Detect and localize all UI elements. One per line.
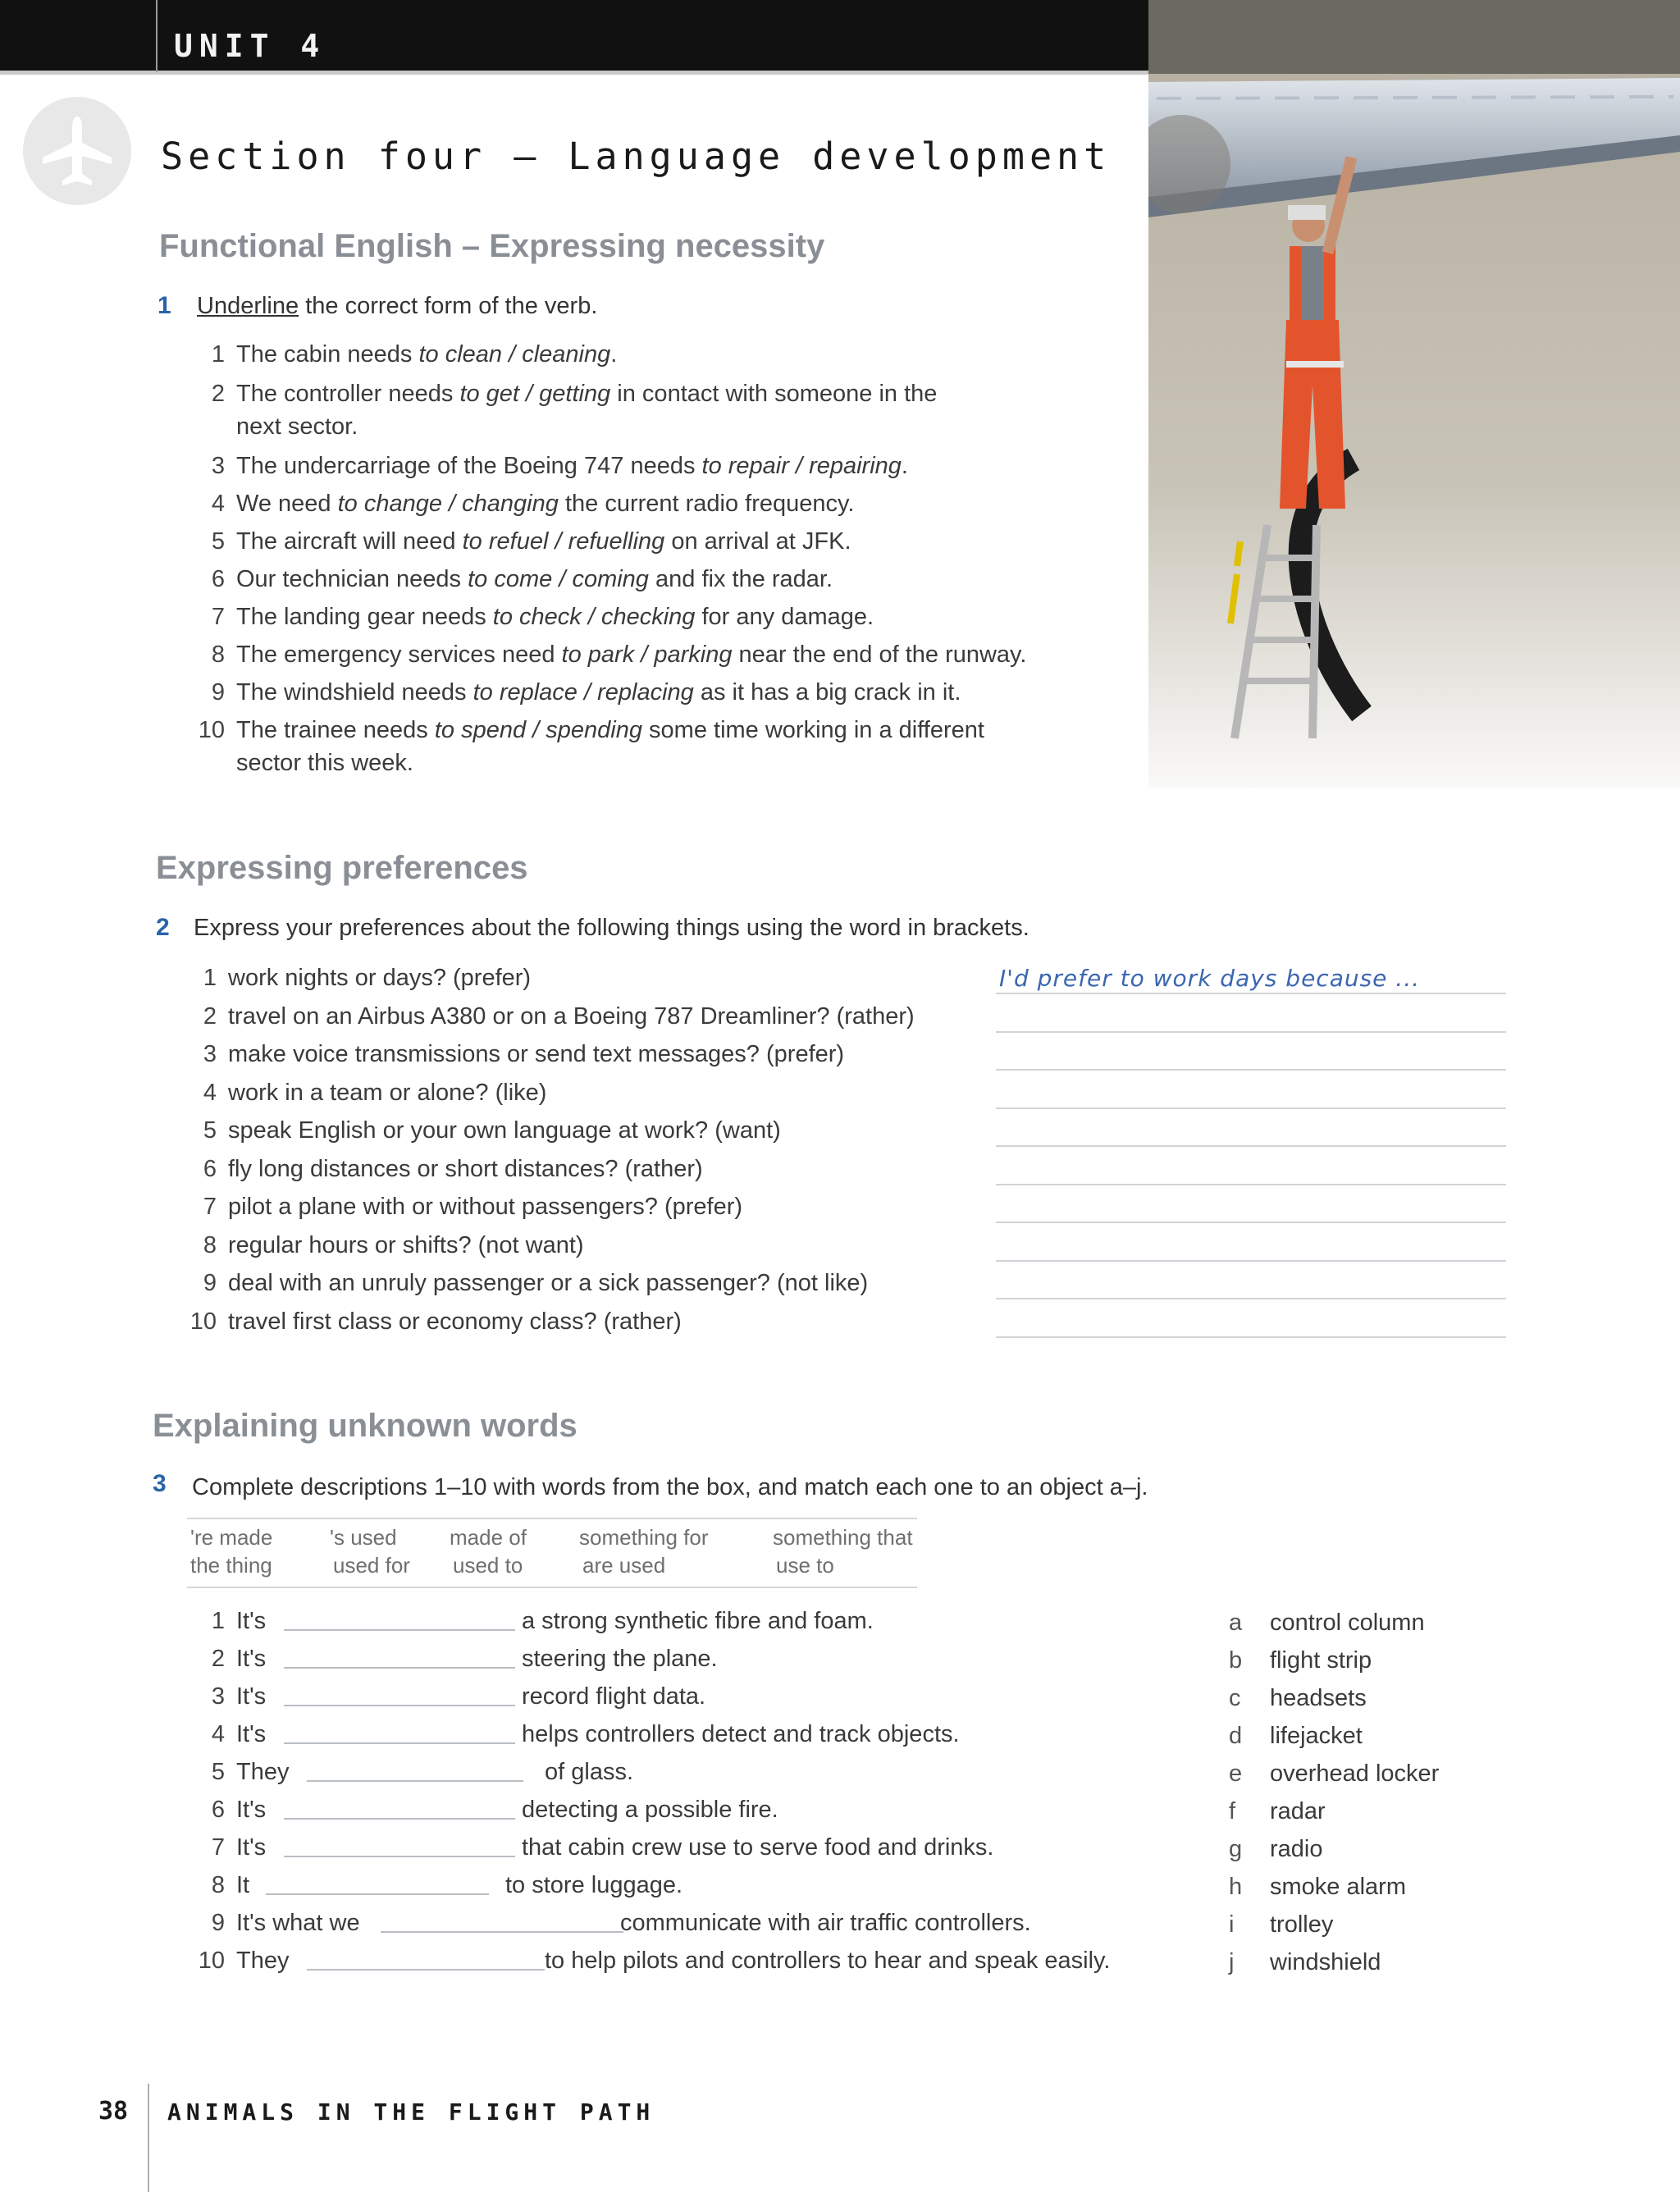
footer-title: ANIMALS IN THE FLIGHT PATH (167, 2098, 655, 2126)
exercise-1-instruction: Underline the correct form of the verb. (197, 293, 598, 319)
exercise-3-item (194, 1642, 1178, 1675)
item-number: 4 (211, 1721, 225, 1747)
object-option (1229, 1760, 1439, 1788)
item-number: 5 (211, 1759, 225, 1785)
fill-in-blank[interactable] (381, 1931, 623, 1933)
item-number: 5 (203, 1117, 217, 1144)
exercise-3-item (194, 1831, 1178, 1864)
item-text: It's (236, 1721, 267, 1747)
item-text: The cabin needs (236, 341, 419, 368)
word-box-entry: something for (579, 1525, 709, 1550)
exercise-3-item (194, 1907, 1178, 1939)
verb-options[interactable]: to spend / spending (434, 717, 642, 743)
answer-line[interactable] (996, 1260, 1506, 1262)
item-text-end: detecting a possible fire. (522, 1797, 778, 1823)
verb-options[interactable]: to come / coming (468, 566, 649, 592)
item-number: 1 (203, 965, 217, 991)
exercise-1-item (194, 487, 854, 520)
item-number: 3 (203, 1041, 217, 1067)
exercise-number-3: 3 (153, 1470, 167, 1497)
exercise-2-item (185, 1000, 915, 1033)
fill-in-blank[interactable] (266, 1893, 489, 1895)
item-number: 1 (211, 1608, 225, 1634)
item-number: 10 (198, 1948, 225, 1974)
object-letter: g (1229, 1836, 1243, 1862)
object-letter: f (1229, 1798, 1236, 1824)
item-number: 7 (203, 1194, 217, 1220)
verb-options[interactable]: to park / parking (561, 642, 733, 668)
exercise-number-1: 1 (158, 292, 171, 319)
exercise-1-item (194, 601, 874, 633)
item-text: The landing gear needs (236, 604, 493, 630)
fill-in-blank[interactable] (284, 1705, 515, 1706)
item-text: pilot a plane with or without passengers? (prefer) (228, 1194, 743, 1220)
item-text-end: and fix the radar. (648, 566, 833, 592)
exercise-1-item (194, 410, 358, 443)
item-text: deal with an unruly passenger or a sick passenger? (not like) (228, 1270, 869, 1296)
object-name: windshield (1270, 1949, 1381, 1975)
item-text: sector this week. (236, 750, 413, 776)
item-text-end: on arrival at JFK. (664, 528, 851, 555)
exercise-1-item (194, 377, 937, 410)
item-text: The trainee needs (236, 717, 435, 743)
item-text-end: steering the plane. (522, 1646, 718, 1672)
object-option (1229, 1874, 1406, 1901)
item-text-end: helps controllers detect and track objects. (522, 1721, 960, 1747)
item-number: 8 (203, 1231, 217, 1258)
object-letter: d (1229, 1723, 1243, 1749)
fill-in-blank[interactable] (284, 1629, 515, 1631)
object-option (1229, 1949, 1381, 1976)
exercise-2-item (185, 1190, 742, 1223)
word-box (190, 1524, 929, 1582)
item-number: 9 (203, 1270, 217, 1296)
item-text: It's (236, 1646, 267, 1672)
exercise-3-item (194, 1756, 1178, 1788)
item-text: Our technician needs (236, 566, 468, 592)
exercise-2-item (185, 1305, 682, 1338)
item-text-end: communicate with air traffic controllers. (620, 1910, 1031, 1936)
object-option (1229, 1647, 1372, 1674)
section-title: Section four – Language development (161, 135, 1112, 178)
object-name: radar (1270, 1798, 1326, 1824)
section-heading-necessity: Functional English – Expressing necessity (159, 228, 825, 264)
answer-line[interactable] (996, 1222, 1506, 1223)
object-name: overhead locker (1270, 1760, 1440, 1787)
object-letter: j (1229, 1949, 1235, 1975)
item-number: 3 (211, 1683, 225, 1710)
item-text: speak English or your own language at work? (want) (228, 1117, 781, 1144)
object-name: control column (1270, 1610, 1425, 1636)
item-number: 1 (211, 341, 225, 368)
object-letter: h (1229, 1874, 1243, 1900)
verb-options[interactable]: to repair / repairing (701, 453, 902, 479)
item-text-end: as it has a big crack in it. (693, 679, 961, 706)
header-divider (156, 0, 158, 72)
object-option (1229, 1836, 1323, 1863)
item-number: 10 (198, 717, 225, 743)
fill-in-blank[interactable] (284, 1667, 515, 1669)
object-option (1229, 1610, 1425, 1637)
item-number: 2 (203, 1002, 217, 1030)
verb-options[interactable]: to get / getting (459, 381, 611, 407)
object-option (1229, 1798, 1326, 1825)
exercise-2-item (185, 1076, 546, 1109)
exercise-3-item (194, 1793, 1178, 1826)
word-box-entry: 're made (190, 1525, 273, 1550)
object-name: lifejacket (1270, 1723, 1363, 1749)
object-name: smoke alarm (1270, 1874, 1406, 1900)
item-text-end: for any damage. (695, 604, 874, 630)
word-box-entry: the thing (190, 1553, 272, 1578)
item-text: work nights or days? (prefer) (228, 965, 532, 991)
item-text: The controller needs (236, 381, 460, 407)
word-box-entry: used for (333, 1553, 410, 1578)
verb-options[interactable]: to change / changing (337, 491, 559, 517)
item-text: It's (236, 1608, 267, 1634)
answer-line[interactable] (996, 1069, 1506, 1071)
exercise-2-instruction: Express your preferences about the following things using the word in brackets. (194, 915, 1029, 941)
item-text: The undercarriage of the Boeing 747 needs (236, 453, 702, 479)
section-heading-preferences: Expressing preferences (156, 850, 528, 886)
item-text: They (236, 1759, 290, 1785)
exercise-2-item (185, 1114, 781, 1147)
item-text: It's what we (236, 1910, 360, 1936)
object-name: radio (1270, 1836, 1323, 1862)
item-text: The aircraft will need (236, 528, 463, 555)
exercise-3-item (194, 1605, 1178, 1637)
item-text: We need (236, 491, 338, 517)
object-name: headsets (1270, 1685, 1367, 1711)
verb-options[interactable]: to check / checking (492, 604, 696, 630)
item-number: 2 (211, 1646, 225, 1672)
word-box-entry: are used (582, 1553, 666, 1578)
exercise-1-item (194, 638, 1026, 671)
word-box-entry: 's used (330, 1525, 397, 1550)
item-text: travel on an Airbus A380 or on a Boeing 787 Dreamliner? (rather) (228, 1002, 915, 1030)
answer-line[interactable] (996, 1107, 1506, 1109)
answer-line[interactable] (996, 1336, 1506, 1338)
item-text-end: in contact with someone in the (610, 381, 938, 407)
item-text: travel first class or economy class? (rather) (228, 1308, 682, 1335)
item-text-end: . (901, 453, 908, 479)
answer-line[interactable] (996, 993, 1506, 994)
item-text: The emergency services need (236, 642, 562, 668)
fill-in-blank[interactable] (284, 1742, 515, 1744)
item-text-end: to help pilots and controllers to hear and speak easily. (545, 1948, 1111, 1974)
item-text-end: to store luggage. (505, 1872, 683, 1898)
exercise-3-item (194, 1718, 1178, 1751)
exercise-1-item (194, 525, 851, 558)
word-box-entry: use to (776, 1553, 834, 1578)
verb-options[interactable]: to clean / cleaning (418, 341, 611, 368)
exercise-number-2: 2 (156, 914, 170, 941)
object-letter: a (1229, 1610, 1243, 1636)
section-heading-unknown-words: Explaining unknown words (153, 1408, 578, 1444)
item-text-end: . (610, 341, 618, 368)
exercise-2-item (185, 1267, 868, 1299)
item-number: 8 (211, 642, 225, 668)
refuelling-photo (1148, 0, 1680, 820)
footer-divider (148, 2084, 149, 2192)
exercise-1-item (194, 747, 413, 779)
item-text-end: near the end of the runway. (732, 642, 1027, 668)
exercise-1-item (194, 338, 617, 371)
word-box-top-rule (187, 1518, 917, 1519)
exercise-2-item (185, 1153, 703, 1185)
item-text: The windshield needs (236, 679, 473, 706)
item-number: 6 (211, 1797, 225, 1823)
exercise-2-item (185, 1038, 844, 1071)
item-text-end: that cabin crew use to serve food and drinks. (522, 1834, 994, 1861)
item-text-end: the current radio frequency. (558, 491, 855, 517)
exercise-1-item (194, 714, 984, 747)
item-number: 6 (203, 1155, 217, 1182)
object-letter: e (1229, 1760, 1243, 1787)
item-number: 5 (211, 528, 225, 555)
exercise-3-item (194, 1869, 1178, 1902)
word-box-entry: made of (450, 1525, 527, 1550)
exercise-1-item (194, 563, 833, 596)
item-number: 9 (211, 679, 225, 706)
item-number: 4 (211, 491, 225, 517)
airplane-icon (23, 97, 131, 205)
item-text: work in a team or alone? (like) (228, 1079, 547, 1106)
item-number: 3 (211, 453, 225, 479)
item-text-end: record flight data. (522, 1683, 706, 1710)
item-text: It's (236, 1834, 267, 1861)
item-number: 8 (211, 1872, 225, 1898)
fill-in-blank[interactable] (307, 1780, 523, 1782)
item-number: 2 (211, 381, 225, 407)
object-option (1229, 1723, 1363, 1750)
object-letter: c (1229, 1685, 1241, 1711)
item-text: next sector. (236, 413, 358, 440)
header-rule (0, 71, 1157, 75)
word-box-entry: something that (773, 1525, 913, 1550)
item-text-end: of glass. (545, 1759, 633, 1785)
verb-options[interactable]: to replace / replacing (472, 679, 694, 706)
item-text: It's (236, 1797, 267, 1823)
page-number: 38 (98, 2097, 129, 2126)
answer-line[interactable] (996, 1184, 1506, 1185)
item-text-end: a strong synthetic fibre and foam. (522, 1608, 874, 1634)
word-box-bottom-rule (187, 1587, 917, 1588)
item-number: 9 (211, 1910, 225, 1936)
example-answer: I'd prefer to work days because ... (999, 965, 1421, 992)
item-text: It (236, 1872, 250, 1898)
fill-in-blank[interactable] (284, 1818, 515, 1820)
object-name: flight strip (1270, 1647, 1372, 1674)
item-text-end: some time working in a different (641, 717, 984, 743)
item-number: 4 (203, 1079, 217, 1106)
item-number: 7 (211, 604, 225, 630)
answer-line[interactable] (996, 1145, 1506, 1147)
item-text: regular hours or shifts? (not want) (228, 1231, 584, 1258)
item-number: 6 (211, 566, 225, 592)
item-text: fly long distances or short distances? (rather) (228, 1155, 703, 1182)
item-number: 10 (189, 1308, 217, 1335)
verb-options[interactable]: to refuel / refuelling (462, 528, 665, 555)
item-number: 7 (211, 1834, 225, 1861)
exercise-1-item (194, 450, 908, 482)
exercise-3-item (194, 1944, 1178, 1977)
object-letter: b (1229, 1647, 1243, 1674)
answer-line[interactable] (996, 1298, 1506, 1299)
object-option (1229, 1685, 1367, 1712)
object-letter: i (1229, 1911, 1235, 1938)
item-text: They (236, 1948, 290, 1974)
exercise-2-item (185, 1229, 584, 1262)
exercise-3-instruction: Complete descriptions 1–10 with words from the box, and match each one to an object a–j. (192, 1474, 1148, 1500)
item-text: It's (236, 1683, 267, 1710)
object-name: trolley (1270, 1911, 1334, 1938)
exercise-1-item (194, 676, 961, 709)
fill-in-blank[interactable] (307, 1969, 545, 1971)
answer-line[interactable] (996, 1031, 1506, 1033)
unit-label: UNIT 4 (174, 28, 326, 64)
word-box-entry: used to (453, 1553, 523, 1578)
object-option (1229, 1911, 1333, 1939)
item-text: make voice transmissions or send text messages? (prefer) (228, 1041, 845, 1067)
exercise-2-item (185, 961, 531, 994)
fill-in-blank[interactable] (284, 1856, 515, 1857)
exercise-3-item (194, 1680, 1178, 1713)
